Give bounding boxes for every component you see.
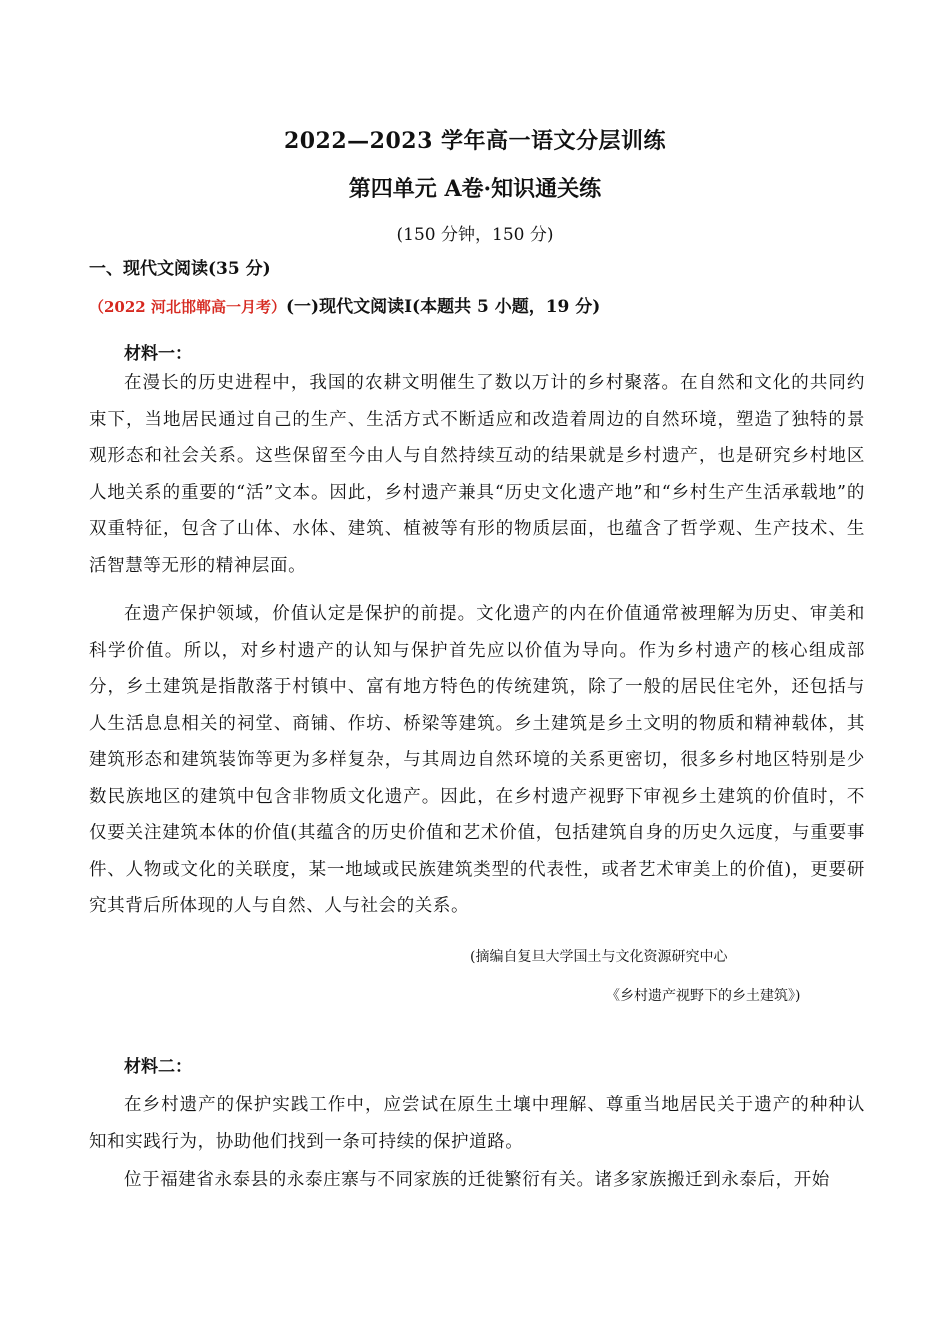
time-score-info: (150 分钟，150 分) — [396, 225, 554, 245]
question-source: （2022 河北邯郸高一月考） — [89, 298, 286, 316]
question-title: (一)现代文阅读Ⅰ(本题共 5 小题，19 分) — [285, 297, 601, 317]
section-heading: 一、现代文阅读(35 分) — [89, 259, 271, 279]
material-one-paragraph: 在漫长的历史进程中，我国的农耕文明催生了数以万计的乡村聚落。在自然和文化的共同约束下，当地居民通过自己的生产、生活方式不断适应和改造着周边的自然环境，塑造了独特的景观形态和社会关系。这些保留至今由人与自然持续互动的结果就是乡村遗产，也是研究乡村地区人地关系的重要的“活”文本。因此，乡村遗产兼具“历史文化遗产地”和“乡村生产生活承载地”的双重特征，包含了山体、水体、建筑、植被等有形的物质层面，也蕴含了哲学观、生产技术、生活智慧等无形的精神层面。 — [89, 373, 865, 576]
question-heading — [89, 292, 600, 317]
material-two-label: 材料二： — [124, 1057, 192, 1077]
material-two-paragraph: 在乡村遗产的保护实践工作中，应尝试在原生土壤中理解、尊重当地居民关于遗产的种种认知和实践行为，协助他们找到一条可持续的保护道路。 — [89, 1095, 865, 1152]
material-one-label: 材料一： — [124, 344, 192, 364]
citation-line: 《乡村遗产视野下的乡土建筑》) — [606, 988, 801, 1004]
citation-line: (摘编自复旦大学国土与文化资源研究中心 — [470, 949, 728, 965]
material-two-paragraph: 位于福建省永泰县的永泰庄寨与不同家族的迁徙繁衍有关。诸多家族搬迁到永泰后，开始 — [124, 1170, 830, 1190]
unit-subtitle: 第四单元 A卷·知识通关练 — [348, 176, 602, 202]
material-one-paragraph: 在遗产保护领域，价值认定是保护的前提。文化遗产的内在价值通常被理解为历史、审美和科学价值。所以，对乡村遗产的认知与保护首先应以价值为导向。作为乡村遗产的核心组成部分，乡土建筑是指散落于村镇中、富有地方特色的传统建筑，除了一般的居民住宅外，还包括与人生活息息相关的祠堂、商铺、作坊、桥梁等建筑。乡土建筑是乡土文明的物质和精神载体，其建筑形态和建筑装饰等更为多样复杂，与其周边自然环境的关系更密切，很多乡村地区特别是少数民族地区的建筑中包含非物质文化遗产。因此，在乡村遗产视野下审视乡土建筑的价值时，不仅要关注建筑本体的价值(其蕴含的历史价值和艺术价值，包括建筑自身的历史久远度，与重要事件、人物或文化的关联度，某一地域或民族建筑类型的代表性，或者艺术审美上的价值)，更要研究其背后所体现的人与自然、人与社会的关系。 — [89, 604, 865, 916]
document-title: 2022—2023 学年高一语文分层训练 — [283, 128, 667, 154]
